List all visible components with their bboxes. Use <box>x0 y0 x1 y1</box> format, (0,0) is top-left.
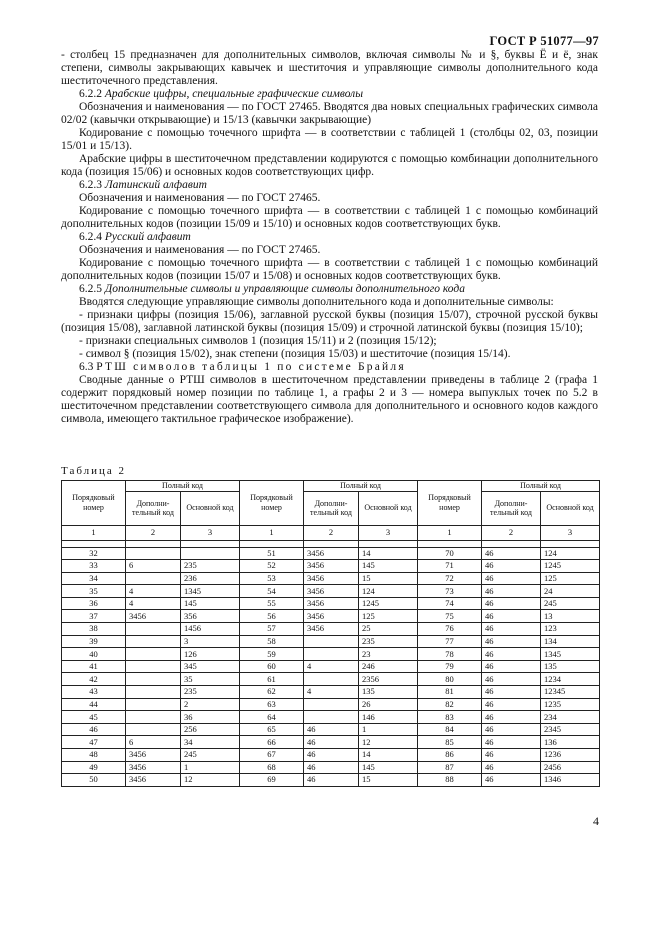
table-row <box>62 660 600 673</box>
main-code-cell: 145 <box>359 761 418 774</box>
header-full-code: Полный код <box>126 481 240 492</box>
main-code-cell: 246 <box>359 660 418 673</box>
spacer-cell <box>62 540 126 547</box>
ordinal-cell: 69 <box>240 774 304 787</box>
ordinal-cell: 85 <box>418 736 482 749</box>
additional-code-cell: 46 <box>482 774 541 787</box>
table-row <box>62 597 600 610</box>
paragraph <box>61 361 598 374</box>
main-code-cell: 1 <box>359 723 418 736</box>
section-number: 6.2.5 <box>79 283 102 295</box>
main-code-cell: 12 <box>359 736 418 749</box>
paragraph <box>61 283 598 296</box>
additional-code-cell <box>126 686 181 699</box>
ordinal-cell: 32 <box>62 547 126 560</box>
header-full-code: Полный код <box>304 481 418 492</box>
main-code-cell: 145 <box>181 597 240 610</box>
section-title: Арабские цифры, специальные графические символы <box>104 88 363 100</box>
additional-code-cell: 46 <box>482 560 541 573</box>
main-code-cell: 245 <box>541 597 600 610</box>
paragraph: - признаки специальных символов 1 (позиция 15/11) и 2 (позиция 15/12); <box>79 335 437 347</box>
main-code-cell: 256 <box>181 723 240 736</box>
spacer-cell <box>482 540 541 547</box>
section-number: 6.2.2 <box>79 88 102 100</box>
main-code-cell: 135 <box>359 686 418 699</box>
additional-code-cell <box>126 698 181 711</box>
ordinal-cell: 65 <box>240 723 304 736</box>
ordinal-cell: 59 <box>240 648 304 661</box>
main-code-cell: 36 <box>181 711 240 724</box>
additional-code-cell <box>126 711 181 724</box>
additional-code-cell: 3456 <box>304 572 359 585</box>
ordinal-cell: 84 <box>418 723 482 736</box>
ordinal-cell: 73 <box>418 585 482 598</box>
additional-code-cell <box>304 635 359 648</box>
spacer-cell <box>359 540 418 547</box>
ordinal-cell: 88 <box>418 774 482 787</box>
additional-code-cell: 4 <box>304 660 359 673</box>
ordinal-cell: 75 <box>418 610 482 623</box>
column-number: 1 <box>240 525 304 540</box>
main-code-cell: 135 <box>541 660 600 673</box>
paragraph: - столбец 15 предназначен для дополнительных символов, включая символы № и §, буквы Ё и ё, знак степени, символы закрывающих кавычек и шеститочия и управляющие символы дополнительного кода шеститочечного представления. <box>61 49 598 87</box>
column-number: 2 <box>482 525 541 540</box>
header-additional: Дополни-тельный код <box>304 491 359 525</box>
paragraph: Кодирование с помощью точечного шрифта — в соответствии с таблицей 1 с помощью комбинаций дополнительных кодов (позиции 15/07 и 15/08) и основных кодов соответствующих букв. <box>61 257 598 282</box>
paragraph: Вводятся следующие управляющие символы дополнительного кода и дополнительные символы: <box>79 296 554 308</box>
ordinal-cell: 72 <box>418 572 482 585</box>
ordinal-cell: 40 <box>62 648 126 661</box>
additional-code-cell <box>126 547 181 560</box>
additional-code-cell: 6 <box>126 560 181 573</box>
header-additional: Дополни-тельный код <box>126 491 181 525</box>
spacer-cell <box>240 540 304 547</box>
main-code-cell: 2345 <box>541 723 600 736</box>
spacer-cell <box>418 540 482 547</box>
ordinal-cell: 46 <box>62 723 126 736</box>
ordinal-cell: 60 <box>240 660 304 673</box>
main-code-cell: 1245 <box>541 560 600 573</box>
main-code-cell: 1345 <box>181 585 240 598</box>
table-row <box>62 774 600 787</box>
additional-code-cell: 46 <box>482 673 541 686</box>
section-title: Дополнительные символы и управляющие символы дополнительного кода <box>104 283 465 295</box>
main-code-cell: 126 <box>181 648 240 661</box>
additional-code-cell: 46 <box>482 623 541 636</box>
spacer-row <box>62 540 600 547</box>
ordinal-cell: 41 <box>62 660 126 673</box>
column-number: 1 <box>62 525 126 540</box>
ordinal-cell: 70 <box>418 547 482 560</box>
ordinal-cell: 71 <box>418 560 482 573</box>
main-code-cell <box>181 547 240 560</box>
main-code-cell: 25 <box>359 623 418 636</box>
ordinal-cell: 68 <box>240 761 304 774</box>
table-row <box>62 635 600 648</box>
main-code-cell: 2456 <box>541 761 600 774</box>
table-row <box>62 648 600 661</box>
ordinal-cell: 39 <box>62 635 126 648</box>
main-code-cell: 125 <box>541 572 600 585</box>
main-code-cell: 14 <box>359 749 418 762</box>
main-code-cell: 236 <box>181 572 240 585</box>
table-row <box>62 547 600 560</box>
table-row <box>62 698 600 711</box>
main-code-cell: 1235 <box>541 698 600 711</box>
additional-code-cell: 46 <box>304 761 359 774</box>
paragraph: Арабские цифры в шеститочечном представлении кодируются с помощью комбинации дополнительного кода (позиция 15/06) и основных кодов соответствующих цифр. <box>61 153 598 178</box>
main-code-cell: 15 <box>359 572 418 585</box>
table-row <box>62 610 600 623</box>
paragraph: Обозначения и наименования — по ГОСТ 27465. <box>79 192 321 204</box>
table-row <box>62 723 600 736</box>
additional-code-cell: 46 <box>482 749 541 762</box>
body-text <box>61 49 598 426</box>
ordinal-cell: 57 <box>240 623 304 636</box>
additional-code-cell: 6 <box>126 736 181 749</box>
ordinal-cell: 53 <box>240 572 304 585</box>
main-code-cell: 23 <box>359 648 418 661</box>
main-code-cell: 26 <box>359 698 418 711</box>
ordinal-cell: 47 <box>62 736 126 749</box>
main-code-cell: 24 <box>541 585 600 598</box>
paragraph: Кодирование с помощью точечного шрифта — в соответствии с таблицей 1 (столбцы 02, 03, позиции 15/01 и 15/13). <box>61 127 598 152</box>
additional-code-cell <box>304 673 359 686</box>
additional-code-cell: 46 <box>482 597 541 610</box>
ordinal-cell: 62 <box>240 686 304 699</box>
main-code-cell: 3 <box>181 635 240 648</box>
ordinal-cell: 78 <box>418 648 482 661</box>
additional-code-cell: 46 <box>482 660 541 673</box>
table-row <box>62 749 600 762</box>
additional-code-cell: 46 <box>482 635 541 648</box>
ordinal-cell: 82 <box>418 698 482 711</box>
main-code-cell: 15 <box>359 774 418 787</box>
paragraph <box>61 88 598 101</box>
additional-code-cell: 46 <box>482 698 541 711</box>
section-title: Латинский алфавит <box>104 179 207 191</box>
main-code-cell: 14 <box>359 547 418 560</box>
header-ordinal: Порядковый номер <box>418 481 482 526</box>
table-row <box>62 686 600 699</box>
main-code-cell: 125 <box>359 610 418 623</box>
ordinal-cell: 80 <box>418 673 482 686</box>
column-number: 2 <box>126 525 181 540</box>
additional-code-cell <box>126 648 181 661</box>
section-number: 6.2.4 <box>79 231 102 243</box>
main-code-cell: 235 <box>181 686 240 699</box>
ordinal-cell: 49 <box>62 761 126 774</box>
ordinal-cell: 61 <box>240 673 304 686</box>
main-code-cell: 35 <box>181 673 240 686</box>
additional-code-cell: 3456 <box>304 597 359 610</box>
page-number: 4 <box>593 814 599 828</box>
ordinal-cell: 33 <box>62 560 126 573</box>
ordinal-cell: 79 <box>418 660 482 673</box>
paragraph: Обозначения и наименования — по ГОСТ 27465. <box>79 244 321 256</box>
additional-code-cell: 46 <box>304 774 359 787</box>
paragraph: - признаки цифры (позиция 15/06), заглавной русской буквы (позиция 15/07), строчной русской буквы (позиция 15/08), заглавной латинской буквы (позиция 15/09) и строчной латинской буквы (позиция 15/10); <box>61 309 598 334</box>
main-code-cell: 245 <box>181 749 240 762</box>
column-number: 3 <box>541 525 600 540</box>
additional-code-cell <box>304 711 359 724</box>
ordinal-cell: 51 <box>240 547 304 560</box>
main-code-cell: 124 <box>359 585 418 598</box>
ordinal-cell: 38 <box>62 623 126 636</box>
main-code-cell: 2356 <box>359 673 418 686</box>
additional-code-cell: 46 <box>304 736 359 749</box>
paragraph <box>61 179 598 192</box>
additional-code-cell: 46 <box>482 648 541 661</box>
ordinal-cell: 34 <box>62 572 126 585</box>
table-row <box>62 761 600 774</box>
main-code-cell: 136 <box>541 736 600 749</box>
spacer-cell <box>304 540 359 547</box>
table-row <box>62 585 600 598</box>
ordinal-cell: 66 <box>240 736 304 749</box>
ordinal-cell: 37 <box>62 610 126 623</box>
main-code-cell: 12345 <box>541 686 600 699</box>
additional-code-cell: 4 <box>126 597 181 610</box>
ordinal-cell: 83 <box>418 711 482 724</box>
additional-code-cell <box>126 660 181 673</box>
additional-code-cell: 46 <box>482 711 541 724</box>
column-number: 2 <box>304 525 359 540</box>
header-main: Основной код <box>541 491 600 525</box>
additional-code-cell <box>126 723 181 736</box>
additional-code-cell: 3456 <box>304 623 359 636</box>
additional-code-cell: 3456 <box>126 610 181 623</box>
main-code-cell: 2 <box>181 698 240 711</box>
header-full-code: Полный код <box>482 481 600 492</box>
ordinal-cell: 48 <box>62 749 126 762</box>
additional-code-cell <box>304 648 359 661</box>
main-code-cell: 12 <box>181 774 240 787</box>
ordinal-cell: 45 <box>62 711 126 724</box>
column-number-row <box>62 525 600 540</box>
header-additional: Дополни-тельный код <box>482 491 541 525</box>
ordinal-cell: 87 <box>418 761 482 774</box>
additional-code-cell <box>304 698 359 711</box>
ordinal-cell: 55 <box>240 597 304 610</box>
table-row <box>62 736 600 749</box>
column-number: 1 <box>418 525 482 540</box>
additional-code-cell: 46 <box>482 723 541 736</box>
main-code-cell: 1 <box>181 761 240 774</box>
header-main: Основной код <box>359 491 418 525</box>
header-ordinal: Порядковый номер <box>240 481 304 526</box>
ordinal-cell: 50 <box>62 774 126 787</box>
header-ordinal: Порядковый номер <box>62 481 126 526</box>
table-row <box>62 711 600 724</box>
main-code-cell: 134 <box>541 635 600 648</box>
ordinal-cell: 35 <box>62 585 126 598</box>
paragraph: Кодирование с помощью точечного шрифта — в соответствии с таблицей 1 с помощью комбинаций дополнительных кодов (позиции 15/09 и 15/10) и основных кодов соответствующих букв. <box>61 205 598 230</box>
document-header: ГОСТ Р 51077—97 <box>489 34 599 48</box>
additional-code-cell <box>126 635 181 648</box>
additional-code-cell: 3456 <box>304 585 359 598</box>
additional-code-cell: 46 <box>482 761 541 774</box>
section-title: Русский алфавит <box>104 231 191 243</box>
table-row <box>62 623 600 636</box>
additional-code-cell <box>126 572 181 585</box>
additional-code-cell: 3456 <box>126 749 181 762</box>
additional-code-cell: 46 <box>482 686 541 699</box>
main-code-cell: 345 <box>181 660 240 673</box>
main-code-cell: 145 <box>359 560 418 573</box>
main-code-cell: 235 <box>181 560 240 573</box>
additional-code-cell: 46 <box>482 610 541 623</box>
additional-code-cell <box>126 673 181 686</box>
additional-code-cell: 3456 <box>304 560 359 573</box>
additional-code-cell <box>126 623 181 636</box>
section-number: 6.2.3 <box>79 179 102 191</box>
ordinal-cell: 77 <box>418 635 482 648</box>
ordinal-cell: 36 <box>62 597 126 610</box>
main-code-cell: 146 <box>359 711 418 724</box>
main-code-cell: 124 <box>541 547 600 560</box>
ordinal-cell: 81 <box>418 686 482 699</box>
table-row <box>62 673 600 686</box>
additional-code-cell: 4 <box>126 585 181 598</box>
table-body <box>62 540 600 786</box>
ordinal-cell: 43 <box>62 686 126 699</box>
header-main: Основной код <box>181 491 240 525</box>
column-number: 3 <box>359 525 418 540</box>
main-code-cell: 1245 <box>359 597 418 610</box>
ordinal-cell: 76 <box>418 623 482 636</box>
additional-code-cell: 3456 <box>126 761 181 774</box>
table-caption: Таблица 2 <box>61 465 127 477</box>
ordinal-cell: 67 <box>240 749 304 762</box>
ordinal-cell: 58 <box>240 635 304 648</box>
spacer-cell <box>126 540 181 547</box>
main-code-cell: 1456 <box>181 623 240 636</box>
ordinal-cell: 63 <box>240 698 304 711</box>
paragraph: Сводные данные о РТШ символов в шеститочечном представлении приведены в таблице 2 (графа 1 содержит порядковый номер позиции по таблице 1, а графы 2 и 3 — номера выпуклых точек по 5.2 в шеститочечном представлении соответствующего символа для дополнительного и основного кодов каждого символа, имеющего тактильное графическое изображение). <box>61 374 598 425</box>
main-code-cell: 34 <box>181 736 240 749</box>
main-code-cell: 1236 <box>541 749 600 762</box>
main-code-cell: 1345 <box>541 648 600 661</box>
additional-code-cell: 46 <box>482 736 541 749</box>
paragraph: Обозначения и наименования — по ГОСТ 27465. Вводятся два новых специальных графических символа 02/02 (кавычки открывающие) и 15/13 (кавычки закрывающие) <box>61 101 598 126</box>
additional-code-cell: 3456 <box>304 610 359 623</box>
main-code-cell: 234 <box>541 711 600 724</box>
additional-code-cell: 46 <box>482 585 541 598</box>
additional-code-cell: 46 <box>304 749 359 762</box>
additional-code-cell: 46 <box>304 723 359 736</box>
ordinal-cell: 54 <box>240 585 304 598</box>
additional-code-cell: 3456 <box>304 547 359 560</box>
main-code-cell: 1234 <box>541 673 600 686</box>
main-code-cell: 123 <box>541 623 600 636</box>
table-row <box>62 560 600 573</box>
main-code-cell: 13 <box>541 610 600 623</box>
paragraph: - символ § (позиция 15/02), знак степени (позиция 15/03) и шеститочие (позиция 15/14). <box>79 348 511 360</box>
ordinal-cell: 86 <box>418 749 482 762</box>
table-row <box>62 572 600 585</box>
ordinal-cell: 44 <box>62 698 126 711</box>
ordinal-cell: 64 <box>240 711 304 724</box>
paragraph <box>61 231 598 244</box>
ordinal-cell: 52 <box>240 560 304 573</box>
column-number: 3 <box>181 525 240 540</box>
additional-code-cell: 4 <box>304 686 359 699</box>
main-code-cell: 1346 <box>541 774 600 787</box>
additional-code-cell: 46 <box>482 547 541 560</box>
main-code-cell: 235 <box>359 635 418 648</box>
ordinal-cell: 74 <box>418 597 482 610</box>
spacer-cell <box>541 540 600 547</box>
table-2 <box>61 480 600 787</box>
section-number: 6.3 <box>79 361 94 373</box>
main-code-cell: 356 <box>181 610 240 623</box>
section-title: РТШ символов таблицы 1 по системе Брайля <box>96 361 406 373</box>
additional-code-cell: 46 <box>482 572 541 585</box>
spacer-cell <box>181 540 240 547</box>
ordinal-cell: 56 <box>240 610 304 623</box>
additional-code-cell: 3456 <box>126 774 181 787</box>
ordinal-cell: 42 <box>62 673 126 686</box>
